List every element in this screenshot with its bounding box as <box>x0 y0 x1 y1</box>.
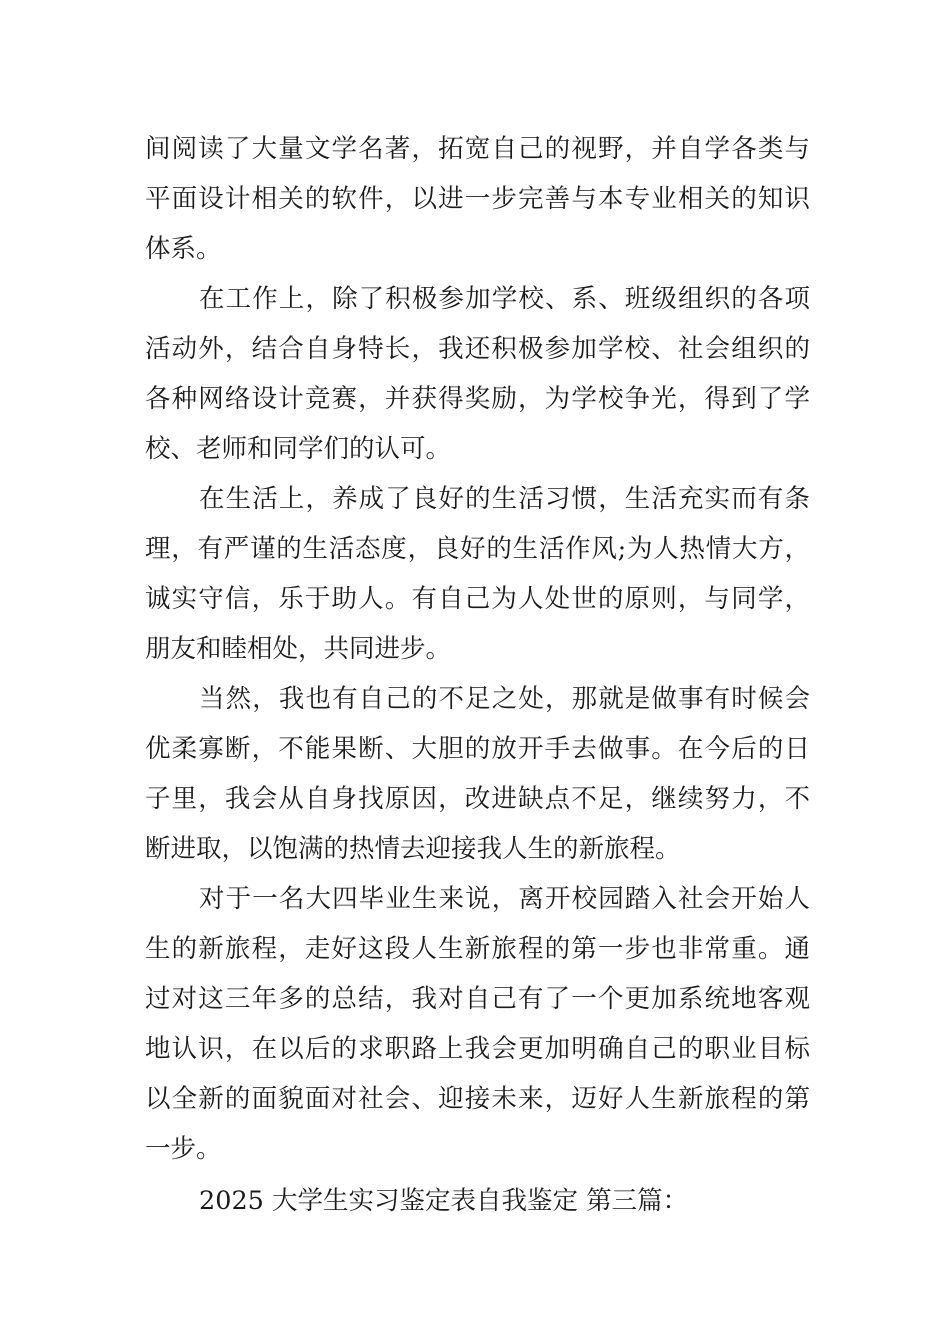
paragraph <box>145 874 810 1174</box>
text-line: 各种网络设计竞赛，并获得奖励，为学校争光，得到了学 <box>145 384 810 414</box>
text-line: 在生活上，养成了良好的生活习惯，生活充实而有条 <box>199 484 810 514</box>
text-line: 平面设计相关的软件，以进一步完善与本专业相关的知识 <box>145 184 810 214</box>
text-line: 断进取，以饱满的热情去迎接我人生的新旅程。 <box>145 834 681 864</box>
paragraph <box>145 674 810 874</box>
text-line: 一步。 <box>145 1134 222 1164</box>
text-line: 对于一名大四毕业生来说，离开校园踏入社会开始人 <box>199 884 810 914</box>
paragraph <box>145 274 810 474</box>
text-line: 子里，我会从自身找原因，改进缺点不足，继续努力，不 <box>145 784 810 814</box>
section-heading: 2025 大学生实习鉴定表自我鉴定 第三篇： <box>199 1186 689 1216</box>
paragraph <box>145 124 810 274</box>
text-line: 理，有严谨的生活态度，良好的生活作风;为人热情大方， <box>145 534 810 564</box>
document-body <box>145 124 810 1226</box>
text-line: 诚实守信，乐于助人。有自己为人处世的原则，与同学， <box>145 584 810 614</box>
text-line: 以全新的面貌面对社会、迎接未来，迈好人生新旅程的第 <box>145 1084 810 1114</box>
text-line: 体系。 <box>145 234 222 264</box>
text-line: 优柔寡断，不能果断、大胆的放开手去做事。在今后的日 <box>145 734 810 764</box>
text-line: 当然，我也有自己的不足之处，那就是做事有时候会 <box>199 684 810 714</box>
text-line: 地认识，在以后的求职路上我会更加明确自己的职业目标 <box>145 1034 810 1064</box>
text-line: 在工作上，除了积极参加学校、系、班级组织的各项 <box>199 284 810 314</box>
text-line: 朋友和睦相处，共同进步。 <box>145 634 452 664</box>
paragraph <box>145 474 810 674</box>
text-line: 校、老师和同学们的认可。 <box>145 434 452 464</box>
text-line: 间阅读了大量文学名著，拓宽自己的视野，并自学各类与 <box>145 134 810 164</box>
text-line: 过对这三年多的总结，我对自己有了一个更加系统地客观 <box>145 984 810 1014</box>
text-line: 生的新旅程，走好这段人生新旅程的第一步也非常重。通 <box>145 934 810 964</box>
text-line: 活动外，结合自身特长，我还积极参加学校、社会组织的 <box>145 334 810 364</box>
